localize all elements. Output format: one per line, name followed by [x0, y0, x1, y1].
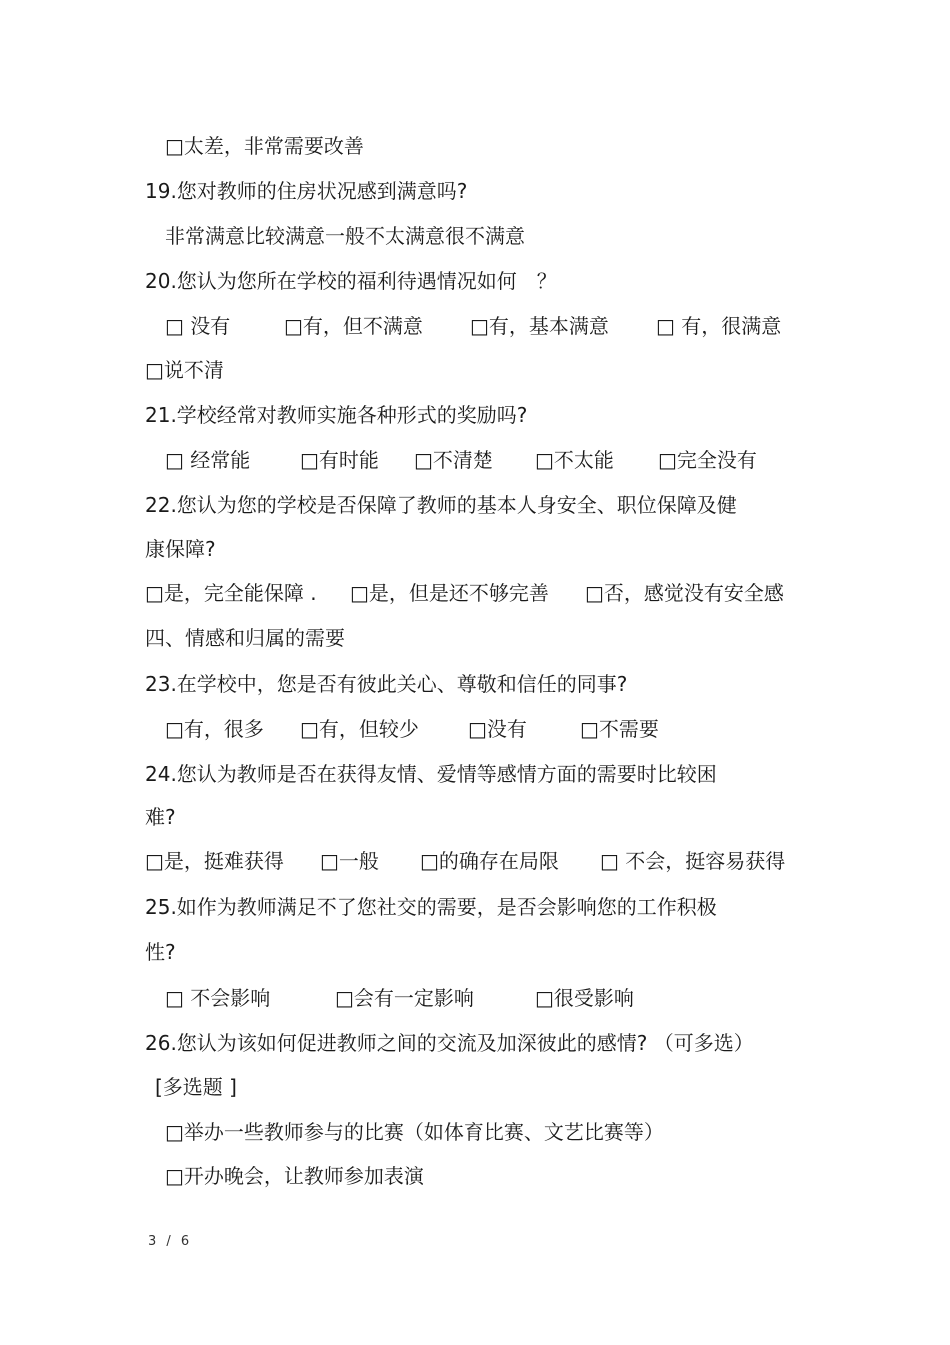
q25-question: 25.如作为教师满足不了您社交的需要，是否会影响您的工作积极 [145, 895, 717, 919]
q22-question-continued: 康保障? [145, 537, 216, 561]
q24-option[interactable]: □一般 [320, 849, 379, 873]
q24-question: 24.您认为教师是否在获得友情、爱情等感情方面的需要时比较困 [145, 762, 717, 786]
q23-option[interactable]: □有，但较少 [300, 717, 419, 741]
q21-option[interactable]: □有时能 [300, 448, 379, 472]
q20-question: 20.您认为您所在学校的福利待遇情况如何 ？ [145, 269, 557, 293]
q24-option[interactable]: □ 不会，挺容易获得 [600, 849, 786, 873]
q26-option[interactable]: □开办晚会，让教师参加表演 [165, 1164, 424, 1188]
q20-option[interactable]: □ 没有 [165, 314, 231, 338]
q20-option[interactable]: □有，基本满意 [470, 314, 609, 338]
q23-option[interactable]: □有，很多 [165, 717, 264, 741]
q24-option[interactable]: □是，挺难获得 [145, 849, 284, 873]
q25-option[interactable]: □ 不会影响 [165, 986, 271, 1010]
q23-option[interactable]: □没有 [468, 717, 527, 741]
q25-option[interactable]: □很受影响 [535, 986, 634, 1010]
q26-question: 26.您认为该如何促进教师之间的交流及加深彼此的感情? （可多选） [145, 1031, 754, 1055]
q22-option[interactable]: □否，感觉没有安全感 [585, 581, 784, 605]
q24-question-continued: 难? [145, 805, 176, 829]
q20-option[interactable]: □说不清 [145, 358, 224, 382]
q18-option-too-poor: □太差，非常需要改善 [165, 134, 364, 158]
q26-option[interactable]: □举办一些教师参与的比赛（如体育比赛、文艺比赛等） [165, 1120, 664, 1144]
q23-option[interactable]: □不需要 [580, 717, 659, 741]
q19-question: 19.您对教师的住房状况感到满意吗? [145, 179, 468, 203]
q25-question-continued: 性? [145, 940, 176, 964]
q20-option[interactable]: □有，但不满意 [284, 314, 423, 338]
q21-option[interactable]: □ 经常能 [165, 448, 251, 472]
q21-option[interactable]: □完全没有 [658, 448, 757, 472]
q21-option[interactable]: □不太能 [535, 448, 614, 472]
q22-question: 22.您认为您的学校是否保障了教师的基本人身安全、职位保障及健 [145, 493, 737, 517]
q20-option[interactable]: □ 有，很满意 [656, 314, 782, 338]
q21-question: 21.学校经常对教师实施各种形式的奖励吗? [145, 403, 528, 427]
q24-option[interactable]: □的确存在局限 [420, 849, 559, 873]
q22-option[interactable]: □是，但是还不够完善 [350, 581, 549, 605]
q23-question: 23.在学校中，您是否有彼此关心、尊敬和信任的同事? [145, 672, 628, 696]
q21-option[interactable]: □不清楚 [414, 448, 493, 472]
q26-multi-select-tag: [多选题 ] [155, 1075, 237, 1099]
q19-options: 非常满意比较满意一般不太满意很不满意 [165, 224, 525, 248]
section-heading: 四、情感和归属的需要 [145, 626, 345, 650]
page-number: 3 / 6 [148, 1234, 193, 1249]
q22-option[interactable]: □是，完全能保障 . [145, 581, 317, 605]
q25-option[interactable]: □会有一定影响 [335, 986, 474, 1010]
